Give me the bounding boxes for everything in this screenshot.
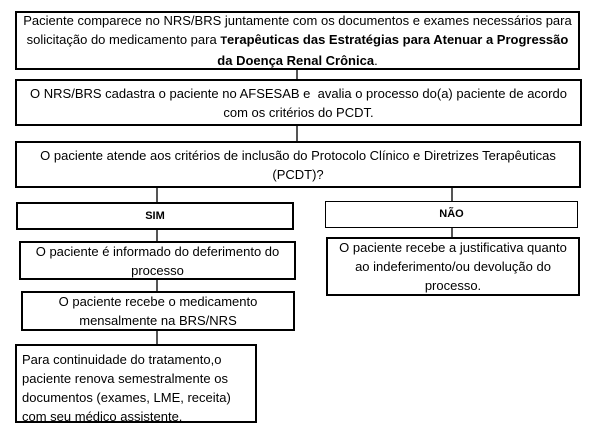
- step-registration: [15, 79, 582, 126]
- step-treatment-renewal: [15, 344, 257, 423]
- start-text-bold-initial: T: [220, 35, 228, 47]
- start-text-end: .: [374, 53, 378, 68]
- step-monthly-medication-text: O paciente recebe o medicamento mensalmente na BRS/NRS: [58, 294, 258, 328]
- branch-label-sim-text: SIM: [145, 209, 165, 222]
- step-deferral-notice-text: O paciente é informado do deferimento do processo: [35, 243, 280, 278]
- connector-sim-deferral: [156, 230, 158, 241]
- connector-deferral-medication: [156, 280, 158, 291]
- connector-medication-renewal: [156, 331, 158, 344]
- start-text-normal: Paciente comparece no NRS/BRS juntamente com os documentos e exames necessários para solicitação do medicamento para: [23, 13, 572, 47]
- branch-label-nao: [325, 201, 578, 228]
- step-patient-arrival: [15, 11, 580, 70]
- connector-start-register: [296, 70, 298, 79]
- connector-decision-no: [451, 188, 453, 201]
- step-treatment-renewal-text: Para continuidade do tratamento,o paciente renova semestralmente os documentos (exames, LME, receita) com seu médico assistente.: [22, 352, 231, 424]
- step-rejection-justification: [326, 237, 580, 296]
- step-patient-arrival-text: [19, 11, 576, 70]
- branch-label-sim: [16, 202, 294, 230]
- connector-register-decision: [296, 126, 298, 141]
- start-text-bold-rest: erapêuticas das Estratégias para Atenuar a Progressão da Doença Renal Crônica: [217, 32, 569, 68]
- step-monthly-medication: [21, 291, 295, 331]
- step-deferral-notice: [19, 241, 296, 280]
- connector-nao-rejection: [451, 228, 453, 237]
- step-rejection-justification-text: O paciente recebe a justificativa quanto ao indeferimento/ou devolução do processo.: [339, 240, 567, 293]
- decision-pcdt-criteria: [15, 141, 581, 188]
- start-text-bold: [217, 32, 568, 68]
- decision-pcdt-criteria-text: O paciente atende aos critérios de inclusão do Protocolo Clínico e Diretrizes Terapêuticas (PCDT)?: [40, 147, 556, 182]
- step-registration-text: O NRS/BRS cadastra o paciente no AFSESAB e avalia o processo do(a) paciente de acordo com os critérios do PCDT.: [30, 85, 571, 120]
- connector-decision-yes: [156, 188, 158, 202]
- branch-label-nao-text: NÃO: [439, 208, 464, 220]
